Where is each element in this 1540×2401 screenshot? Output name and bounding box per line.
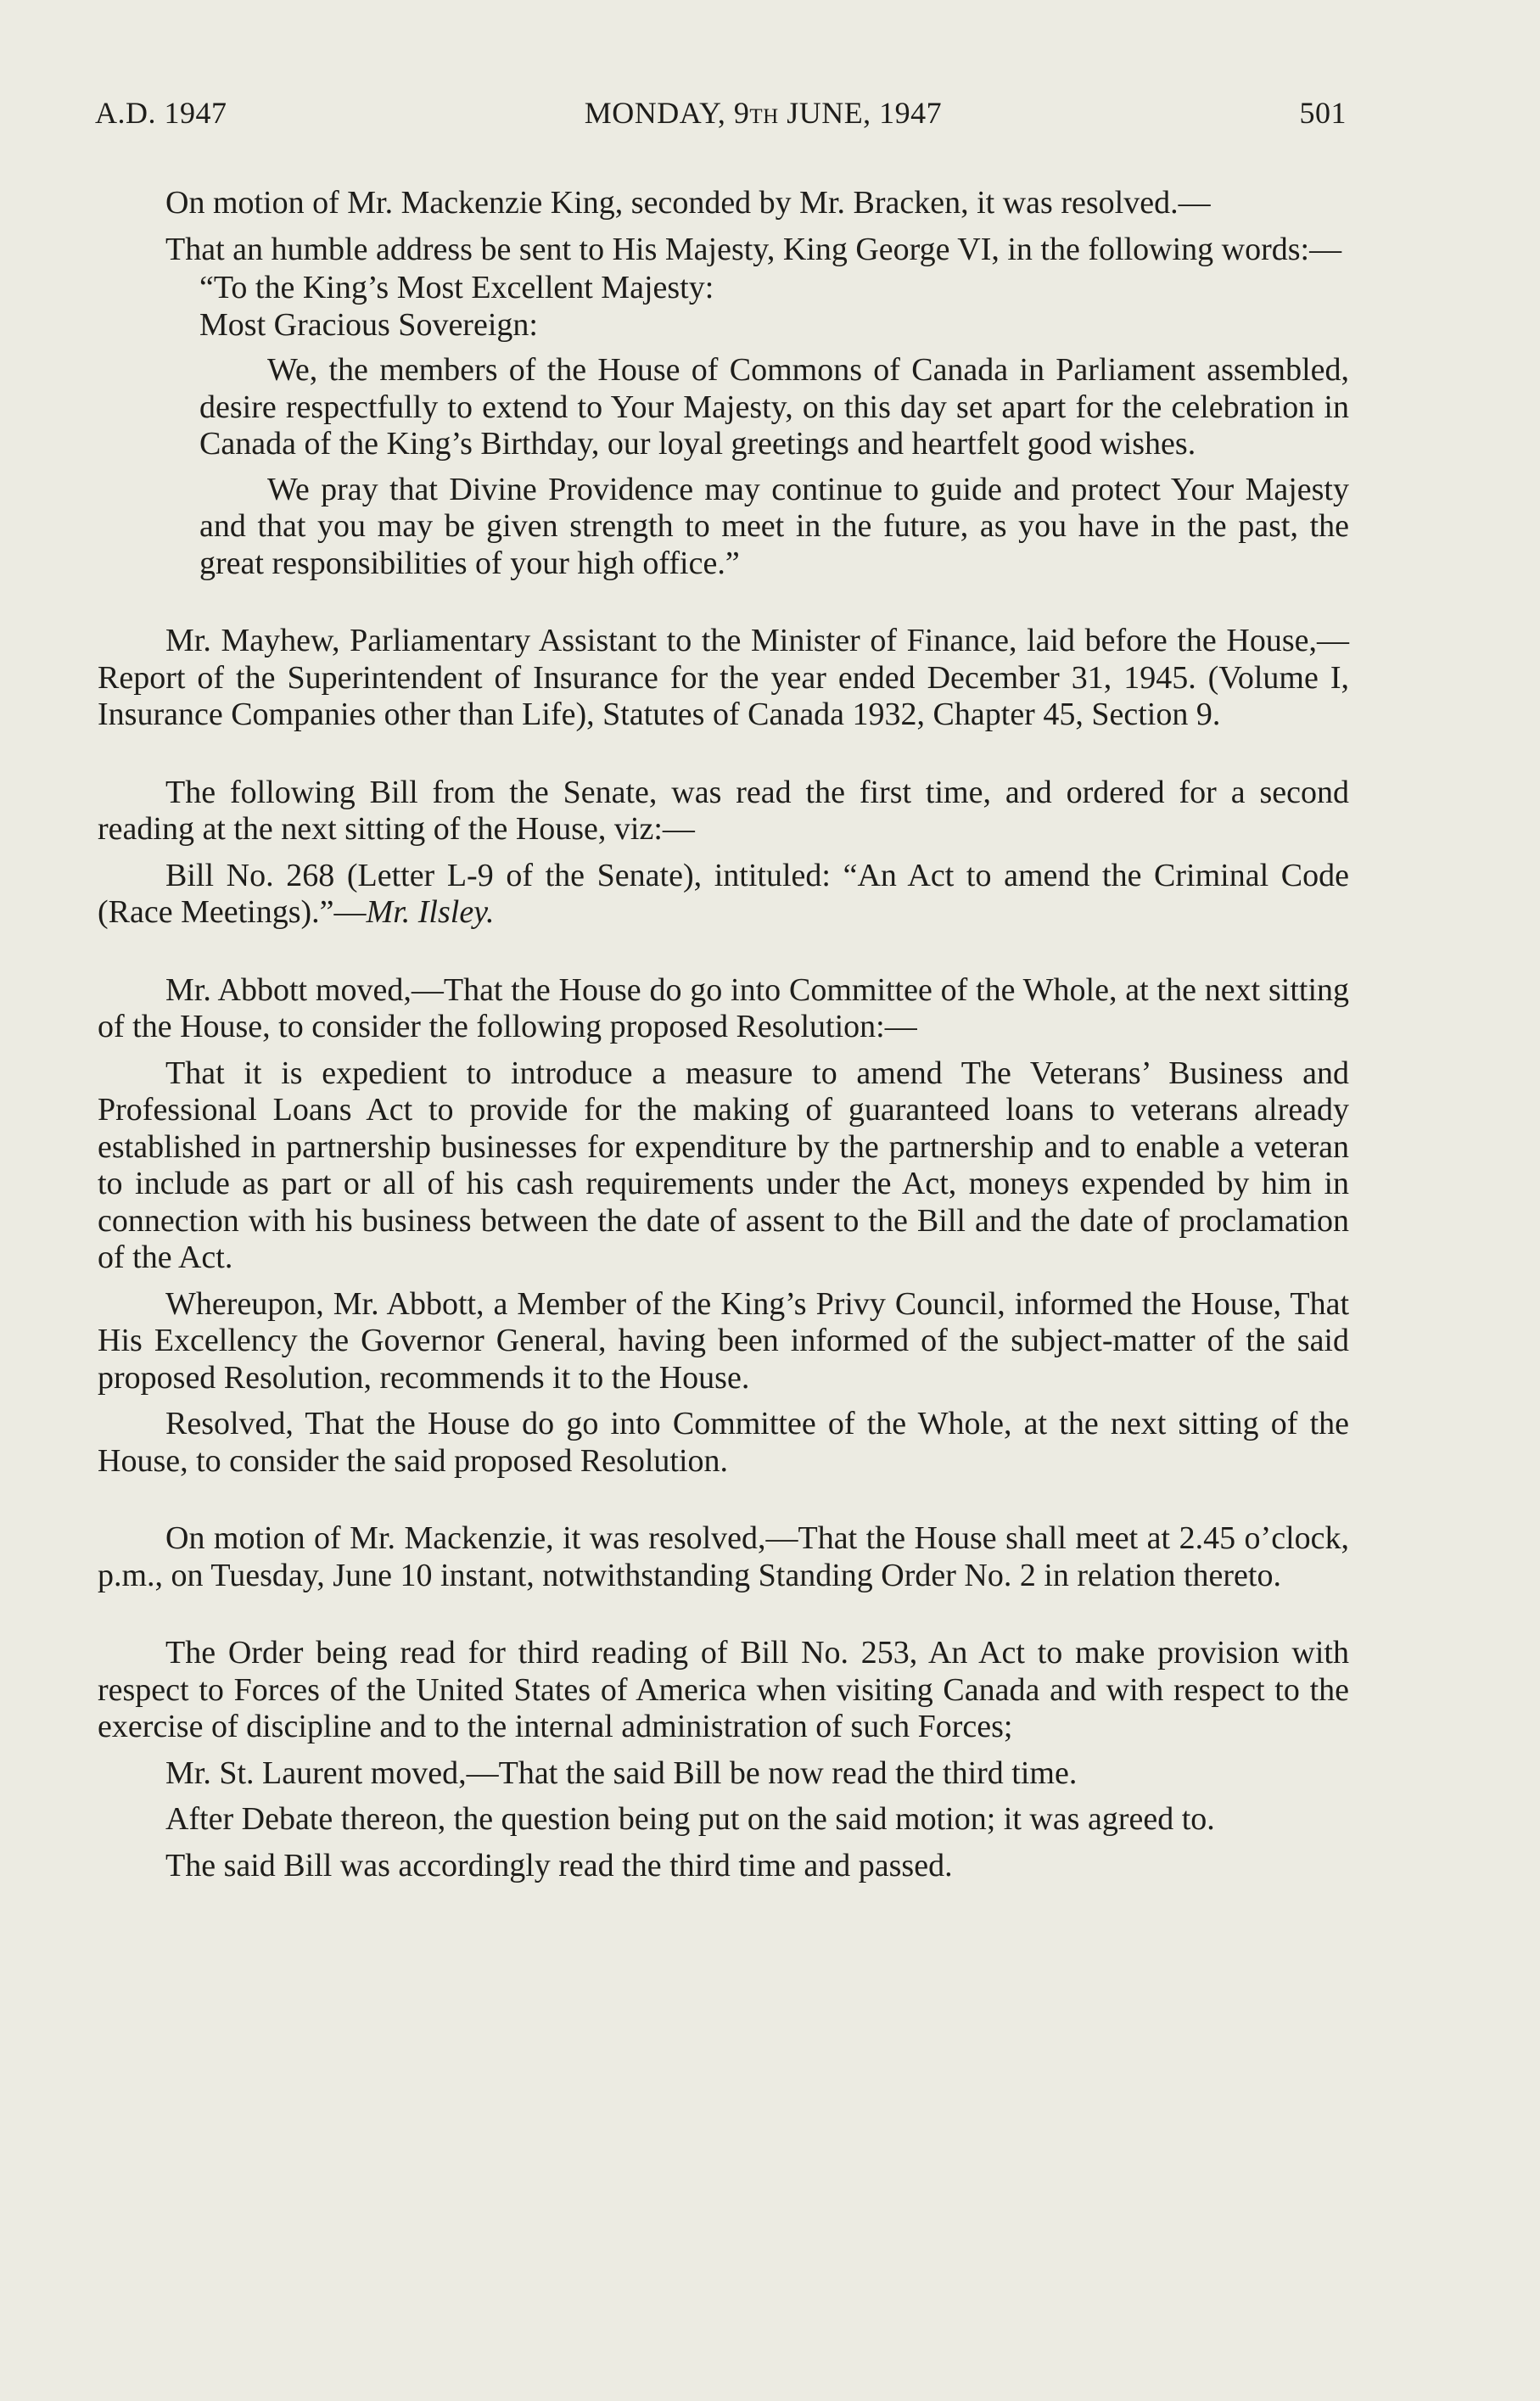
paragraph-bill-253: The Order being read for third reading of Bill No. 253, An Act to make provision with respect to Forces of the United States of America when visiting Canada and with respect to the exercise of discipline and to the internal administration of such Forces; — [98, 1635, 1349, 1744]
paragraph-whereupon: Whereupon, Mr. Abbott, a Member of the King’s Privy Council, informed the House, That His Excellency the Governor General, having been informed of the subject-matter of the said proposed Resolution, recommends it to the House. — [98, 1285, 1349, 1396]
bill-268-sponsor: Mr. Ilsley. — [366, 894, 495, 930]
header-year: A.D. 1947 — [95, 96, 227, 130]
paragraph-humble-address: That an humble address be sent to His Majesty, King George VI, in the following words:— — [165, 231, 1342, 267]
paragraph-sitting-time: On motion of Mr. Mackenzie, it was resolved,—That the House shall meet at 2.45 o’clock, p.m., on Tuesday, June 10 instant, notwithstanding Standing Order No. 2 in relation thereto. — [98, 1520, 1349, 1593]
quote-salutation-king: “To the King’s Most Excellent Majesty: — [199, 270, 714, 305]
paragraph-st-laurent-motion: Mr. St. Laurent moved,—That the said Bill be now read the third time. — [165, 1755, 1078, 1791]
bill-268-text: Bill No. 268 (Letter L-9 of the Senate), intituled: “An Act to amend the Criminal Code (Race Meetings).”— — [98, 857, 1349, 930]
paragraph-motion-address: On motion of Mr. Mackenzie King, seconded by Mr. Bracken, it was resolved.— — [165, 185, 1211, 221]
page-number: 501 — [1299, 96, 1347, 130]
quote-prayer: We pray that Divine Providence may continue to guide and protect Your Majesty and that you may be given strength to meet in the future, as you have in the past, the great responsibilities of your high office.” — [199, 471, 1349, 581]
header-date-suffix: th — [749, 96, 779, 130]
header-date — [585, 95, 942, 131]
address-quote — [199, 270, 1349, 582]
header-date-pre: MONDAY, 9 — [584, 96, 750, 130]
paragraph-abbott-motion: Mr. Abbott moved,—That the House do go into Committee of the Whole, at the next sitting of the House, to consider the following proposed Resolution:— — [98, 971, 1349, 1044]
quote-greetings: We, the members of the House of Commons of Canada in Parliament assembled, desire respectfully to extend to Your Majesty, on this day set apart for the celebration in Canada of the King’s Birthday, our loyal greetings and heartfelt good wishes. — [199, 352, 1349, 462]
page-header — [95, 95, 1347, 131]
paragraph-senate-bill: The following Bill from the Senate, was read the first time, and ordered for a second reading at the next sitting of the House, viz:— — [98, 774, 1349, 847]
page-body — [98, 185, 1349, 1884]
paragraph-insurance-report: Mr. Mayhew, Parliamentary Assistant to the Minister of Finance, laid before the House,—Report of the Superintendent of Insurance for the year ended December 31, 1945. (Volume I, Insurance Companies other than Life), Statutes of Canada 1932, Chapter 45, Section 9. — [98, 623, 1349, 732]
quote-salutation-sovereign: Most Gracious Sovereign: — [199, 306, 538, 343]
paragraph-passed: The said Bill was accordingly read the third time and passed. — [165, 1847, 953, 1883]
paragraph-resolved: Resolved, That the House do go into Committee of the Whole, at the next sitting of the House, to consider the said proposed Resolution. — [98, 1406, 1349, 1479]
paragraph-debate: After Debate thereon, the question being put on the said motion; it was agreed to. — [165, 1801, 1215, 1837]
paragraph-bill-268 — [98, 858, 1349, 932]
paragraph-resolution-text: That it is expedient to introduce a measure to amend The Veterans’ Business and Professional Loans Act to provide for the making of guaranteed loans to veterans already established in partnership businesses for expenditure by the partnership and to enable a veteran to include as part or all of his cash requirements under the Act, moneys expended by him in connection with his business between the date of assent to the Bill and the date of proclamation of the Act. — [98, 1055, 1349, 1275]
header-date-post: JUNE, 1947 — [778, 96, 943, 130]
